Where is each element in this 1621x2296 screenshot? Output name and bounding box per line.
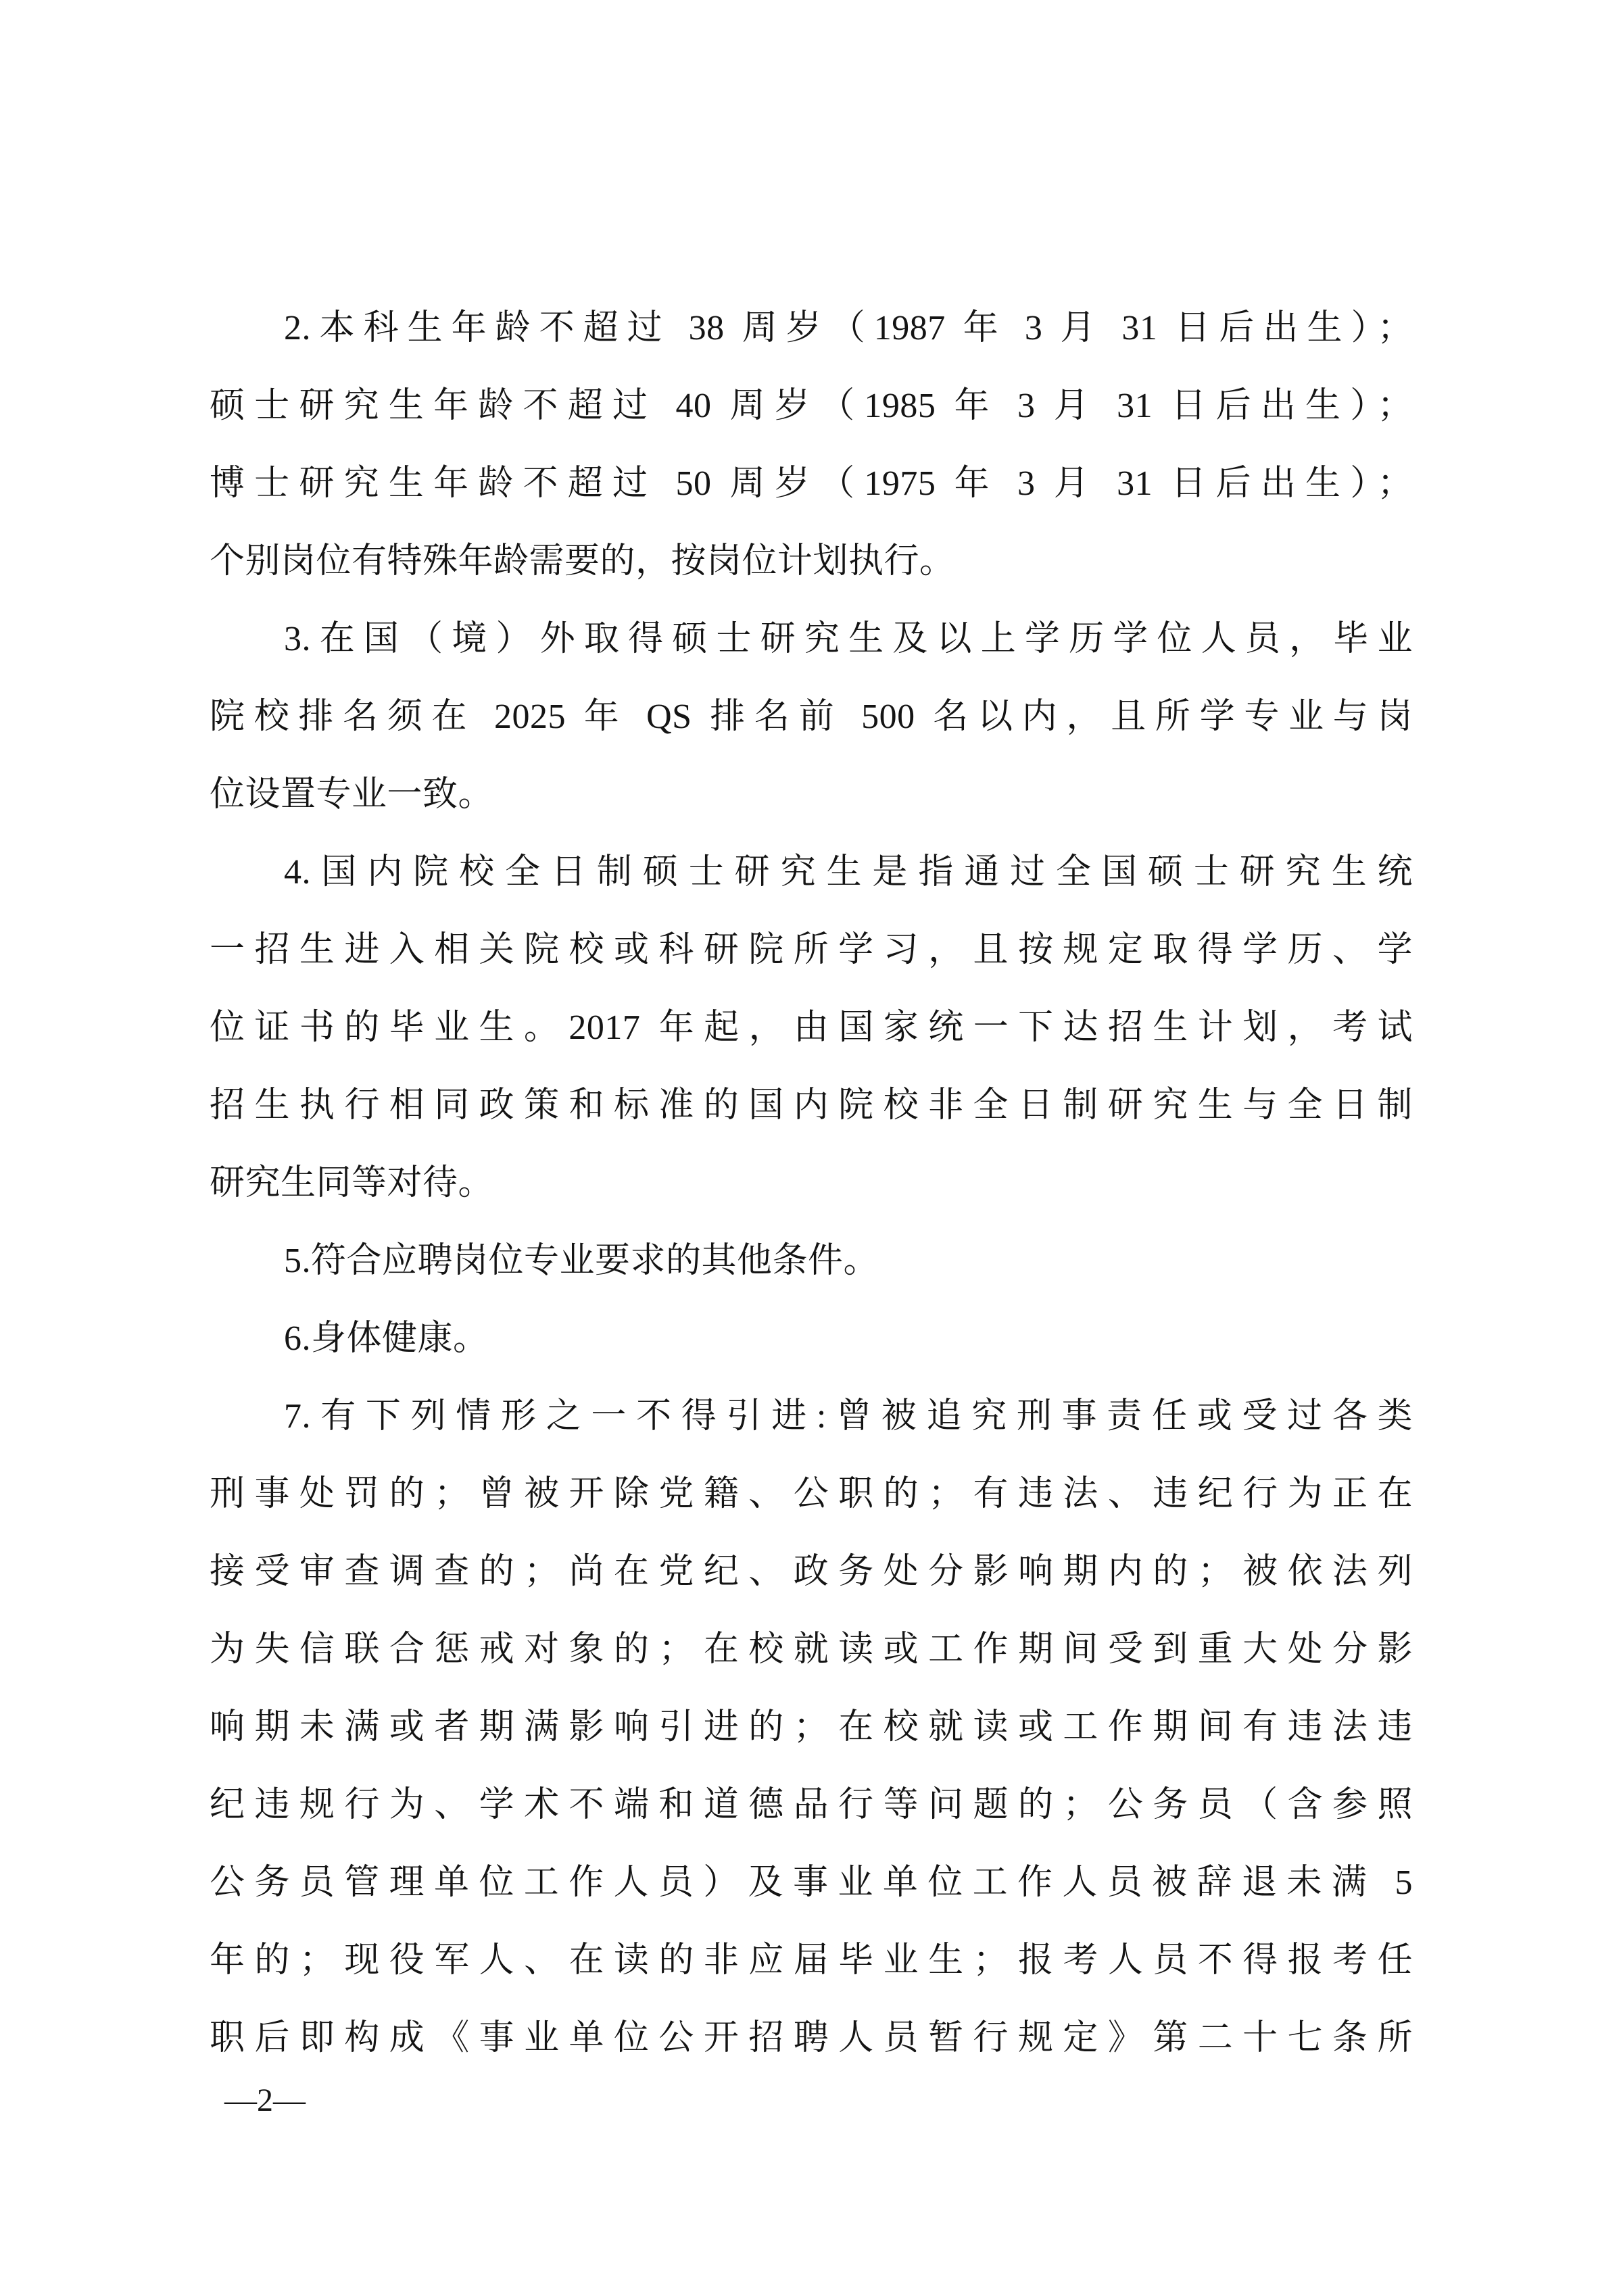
text-line: 5.符合应聘岗位专业要求的其他条件。: [284, 1242, 879, 1280]
text-line: 个别岗位有特殊年龄需要的，按岗位计划执行。: [210, 542, 955, 581]
text-line: 6.身体健康。: [284, 1319, 489, 1358]
text-line: 2.本科生年龄不超过 38 周岁（1987 年 3 月 31 日后出生）；: [284, 309, 1413, 347]
page-number: —2—: [224, 2082, 306, 2118]
text-line: 博士研究生年龄不超过 50 周岁（1975 年 3 月 31 日后出生）；: [210, 464, 1413, 503]
text-line: 职后即构成《事业单位公开招聘人员暂行规定》第二十七条所: [210, 2019, 1413, 2057]
text-line: 为失信联合惩戒对象的；在校就读或工作期间受到重大处分影: [210, 1630, 1413, 1669]
text-line: 年的；现役军人、在读的非应届毕业生；报考人员不得报考任: [210, 1941, 1413, 1980]
text-line: 位证书的毕业生。2017 年起，由国家统一下达招生计划，考试: [210, 1008, 1413, 1047]
text-line: 硕士研究生年龄不超过 40 周岁（1985 年 3 月 31 日后出生）；: [210, 387, 1413, 425]
text-line: 4.国内院校全日制硕士研究生是指通过全国硕士研究生统: [284, 853, 1413, 891]
text-line: 7.有下列情形之一不得引进:曾被追究刑事责任或受过各类: [284, 1397, 1413, 1436]
text-line: 3.在国（境）外取得硕士研究生及以上学历学位人员，毕业: [284, 620, 1413, 658]
text-line: 一招生进入相关院校或科研院所学习，且按规定取得学历、学: [210, 931, 1413, 969]
text-line: 研究生同等对待。: [210, 1164, 494, 1202]
text-line: 位设置专业一致。: [210, 775, 494, 814]
text-line: 接受审查调查的；尚在党纪、政务处分影响期内的；被依法列: [210, 1553, 1413, 1591]
text-line: 公务员管理单位工作人员）及事业单位工作人员被辞退未满 5: [210, 1863, 1413, 1902]
text-line: 院校排名须在 2025 年 QS 排名前 500 名以内，且所学专业与岗: [210, 698, 1413, 736]
text-line: 纪违规行为、学术不端和道德品行等问题的；公务员（含参照: [210, 1786, 1413, 1824]
text-line: 刑事处罚的；曾被开除党籍、公职的；有违法、违纪行为正在: [210, 1475, 1413, 1513]
text-line: 招生执行相同政策和标准的国内院校非全日制研究生与全日制: [210, 1086, 1413, 1125]
document-body: [210, 289, 1413, 2077]
text-line: 响期未满或者期满影响引进的；在校就读或工作期间有违法违: [210, 1708, 1413, 1747]
